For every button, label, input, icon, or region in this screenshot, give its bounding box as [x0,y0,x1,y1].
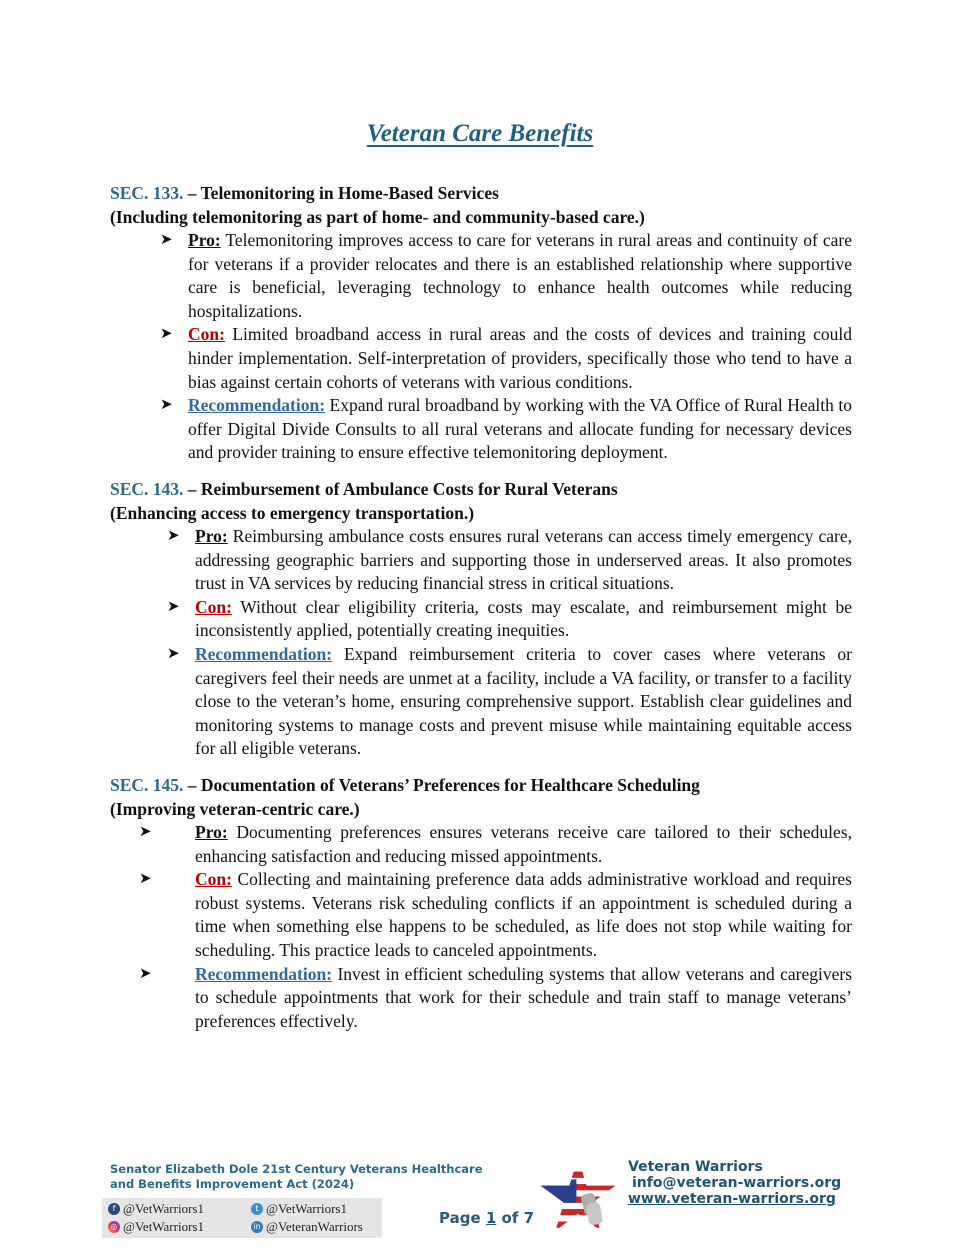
org-email[interactable]: info@veteran-warriors.org [632,1175,842,1191]
bullet-recommendation: ➤ Recommendation: Invest in efficient scheduling systems that allow veterans and caregivers to schedule appointments that work for their schedule and train staff to manage veterans’ preferences effectively. [139,963,852,1031]
act-name: Senator Elizabeth Dole 21st Century Veterans Healthcare and Benefits Improvement Act (2024) [110,1162,483,1191]
org-website-link[interactable]: www.veteran-warriors.org [628,1191,836,1207]
arrow-bullet-icon: ➤ [167,645,180,662]
bullet-list [110,821,852,1033]
page-number: Page 1 of 7 [439,1209,535,1227]
arrow-bullet-icon: ➤ [139,824,152,840]
arrow-bullet-icon: ➤ [167,598,180,615]
arrow-bullet-icon: ➤ [160,232,173,248]
section-heading: SEC. 133. – Telemonitoring in Home-Based Services [110,183,499,203]
bullet-pro: ➤ Pro: Telemonitoring improves access to care for veterans in rural areas and continuity of care for veterans if a provider relocates and there is an established relationship where supportive care is beneficial, leveraging technology to enhance health outcomes while reducing hospitalizations. [160,230,852,321]
arrow-bullet-icon: ➤ [167,528,180,544]
section-heading: SEC. 143. – Reimbursement of Ambulance Costs for Rural Veterans [110,479,618,499]
section-number: SEC. 143. [110,479,184,499]
section-143 [110,478,852,761]
arrow-bullet-icon: ➤ [139,965,152,982]
bullet-con: ➤ Con: Limited broadband access in rural areas and the costs of devices and training could hinder implementation. Self-interpretation of providers, specifically those who tend to have a bias against certain cohorts of veterans with various conditions. [160,324,852,392]
section-subheading: (Improving veteran-centric care.) [110,798,360,819]
organization-contact [628,1159,841,1207]
bullet-recommendation: ➤ Recommendation: Expand rural broadband by working with the VA Office of Rural Health to offer Digital Divide Consults to all rural veterans and allocate funding for necessary devices and provider training to ensure effective telemonitoring deployment. [160,395,852,463]
linkedin-icon: in [251,1221,263,1233]
document-title: Veteran Care Benefits [366,120,594,147]
arrow-bullet-icon: ➤ [160,326,173,343]
social-instagram[interactable]: ◎ @VetWarriors1 [108,1219,233,1235]
bullet-list [110,525,852,761]
bullet-pro: ➤ Pro: Documenting preferences ensures veterans receive care tailored to their schedules, enhancing satisfaction and reducing missed appointments. [139,822,852,866]
twitter-icon: t [251,1203,263,1215]
section-heading: SEC. 145. – Documentation of Veterans’ Preferences for Healthcare Scheduling [110,775,700,795]
social-facebook[interactable]: f @VetWarriors1 [108,1201,233,1217]
section-133 [110,182,852,465]
bullet-list [110,229,852,465]
social-handles [102,1198,382,1238]
veteran-warriors-star-logo [536,1156,620,1234]
instagram-icon: ◎ [108,1221,120,1233]
bullet-pro: ➤ Pro: Reimbursing ambulance costs ensures rural veterans can access timely emergency care, addressing geographic barriers and supporting those in underserved areas. It also promotes trust in VA services by reducing financial stress in critical situations. [167,526,852,594]
section-subheading: (Enhancing access to emergency transportation.) [110,502,475,523]
arrow-bullet-icon: ➤ [160,397,173,414]
section-number: SEC. 145. [110,775,184,795]
section-number: SEC. 133. [110,183,184,203]
social-linkedin[interactable]: in @VeteranWarriors [251,1219,376,1235]
bullet-recommendation: ➤ Recommendation: Expand reimbursement criteria to cover cases where veterans or caregivers feel their needs are unmet at a facility, include a VA facility, or transfer to a facility close to the veteran’s home, ensuring comprehensive support. Establish clear guidelines and monitoring systems to manage costs and prevent misuse while maintaining equitable access for all eligible veterans. [167,643,852,759]
social-twitter[interactable]: t @VetWarriors1 [251,1201,376,1217]
section-subheading: (Including telemonitoring as part of home- and community-based care.) [110,206,645,227]
arrow-bullet-icon: ➤ [139,871,152,888]
bullet-con: ➤ Con: Collecting and maintaining preference data adds administrative workload and requires robust systems. Veterans risk scheduling conflicts if an appointment is scheduled during a time when something else happens to be scheduled, as life does not stop while waiting for scheduling. This practice leads to canceled appointments. [139,869,852,960]
bullet-con: ➤ Con: Without clear eligibility criteria, costs may escalate, and reimbursement might be inconsistently applied, potentially creating inequities. [167,596,852,641]
facebook-icon: f [108,1203,120,1215]
section-145 [110,774,852,1033]
org-name: Veteran Warriors [628,1159,763,1175]
